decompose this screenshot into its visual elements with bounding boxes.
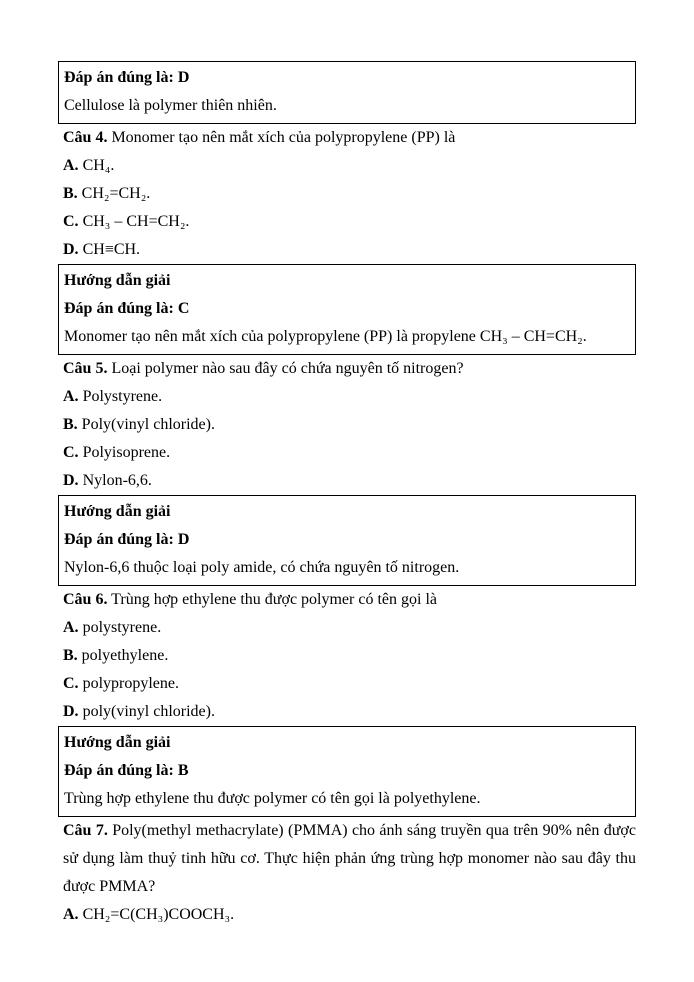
question-stem — [58, 817, 636, 901]
solution-box — [58, 264, 636, 355]
question-stem — [58, 586, 636, 614]
answer-option-text: CH₃ – CH=CH₂. — [78, 213, 190, 230]
answer-option — [58, 208, 636, 236]
solution-heading — [59, 498, 627, 526]
answer-option-label: A. — [63, 388, 79, 405]
answer-key-label: Đáp án đúng là: D — [64, 531, 190, 548]
answer-option-label: B. — [63, 647, 78, 664]
answer-option-text: polyethylene. — [77, 647, 169, 664]
answer-key-label: Đáp án đúng là: C — [64, 300, 190, 317]
answer-option — [58, 439, 636, 467]
solution-heading-label: Hướng dẫn giải — [64, 503, 171, 520]
solution-text-text: Nylon-6,6 thuộc loại poly amide, có chứa nguyên tố nitrogen. — [64, 559, 460, 576]
answer-option-text: poly(vinyl chloride). — [78, 703, 215, 720]
question-stem — [58, 124, 636, 152]
answer-option-label: C. — [63, 675, 79, 692]
question-stem-text: Loại polymer nào sau đây có chứa nguyên tố nitrogen? — [107, 360, 464, 377]
answer-key — [59, 295, 627, 323]
solution-text-text: Trùng hợp ethylene thu được polymer có tên gọi là polyethylene. — [64, 790, 481, 807]
answer-option-label: A. — [63, 906, 79, 923]
question-stem — [58, 355, 636, 383]
solution-box — [58, 726, 636, 817]
solution-box — [58, 61, 636, 124]
answer-option-label: B. — [63, 185, 78, 202]
answer-option-text: Poly(vinyl chloride). — [77, 416, 215, 433]
answer-option-text: CH₄. — [78, 157, 115, 174]
answer-option-label: A. — [63, 619, 79, 636]
answer-key — [59, 757, 627, 785]
answer-option-text: CH₂=CH₂. — [77, 185, 151, 202]
answer-key — [59, 526, 627, 554]
answer-option — [58, 180, 636, 208]
answer-option — [58, 642, 636, 670]
answer-option-text: Polystyrene. — [78, 388, 163, 405]
answer-key — [59, 64, 627, 92]
question-stem-text: Poly(methyl methacrylate) (PMMA) cho ánh sáng truyền qua trên 90% nên được sử dụng làm thuỷ tinh hữu cơ. Thực hiện phản ứng trùng hợp monomer nào sau đây thu được PMMA? — [63, 822, 636, 895]
answer-option-text: polystyrene. — [78, 619, 162, 636]
question-stem-label: Câu 7. — [63, 822, 108, 839]
answer-option — [58, 152, 636, 180]
solution-text — [59, 554, 627, 582]
answer-option-text: CH≡CH. — [78, 241, 141, 258]
solution-heading-label: Hướng dẫn giải — [64, 272, 171, 289]
answer-key-label: Đáp án đúng là: B — [64, 762, 189, 779]
answer-option-label: B. — [63, 416, 78, 433]
solution-text — [59, 323, 627, 351]
answer-option — [58, 383, 636, 411]
solution-text — [59, 785, 627, 813]
answer-option — [58, 614, 636, 642]
answer-option-label: C. — [63, 444, 79, 461]
answer-option — [58, 698, 636, 726]
answer-option — [58, 411, 636, 439]
solution-text-text: Cellulose là polymer thiên nhiên. — [64, 97, 277, 114]
question-stem-text: Trùng hợp ethylene thu được polymer có tên gọi là — [107, 591, 437, 608]
solution-heading — [59, 729, 627, 757]
answer-option-text: Nylon-6,6. — [78, 472, 152, 489]
answer-option — [58, 901, 636, 929]
question-stem-label: Câu 5. — [63, 360, 108, 377]
answer-option-label: D. — [63, 241, 79, 258]
answer-option-text: polypropylene. — [78, 675, 179, 692]
question-stem-label: Câu 6. — [63, 591, 108, 608]
answer-option-label: C. — [63, 213, 79, 230]
answer-option-label: D. — [63, 703, 79, 720]
answer-option-label: A. — [63, 157, 79, 174]
question-stem-text: Monomer tạo nên mắt xích của polypropylene (PP) là — [107, 129, 456, 146]
answer-option-text: Polyisoprene. — [78, 444, 171, 461]
answer-option-label: D. — [63, 472, 79, 489]
solution-box — [58, 495, 636, 586]
answer-option — [58, 670, 636, 698]
answer-option-text: CH₂=C(CH₃)COOCH₃. — [78, 906, 235, 923]
solution-heading-label: Hướng dẫn giải — [64, 734, 171, 751]
solution-text — [59, 92, 627, 120]
question-stem-label: Câu 4. — [63, 129, 108, 146]
answer-key-label: Đáp án đúng là: D — [64, 69, 190, 86]
answer-option — [58, 467, 636, 495]
answer-option — [58, 236, 636, 264]
solution-heading — [59, 267, 627, 295]
solution-text-text: Monomer tạo nên mắt xích của polypropylene (PP) là propylene CH₃ – CH=CH₂. — [64, 328, 587, 345]
